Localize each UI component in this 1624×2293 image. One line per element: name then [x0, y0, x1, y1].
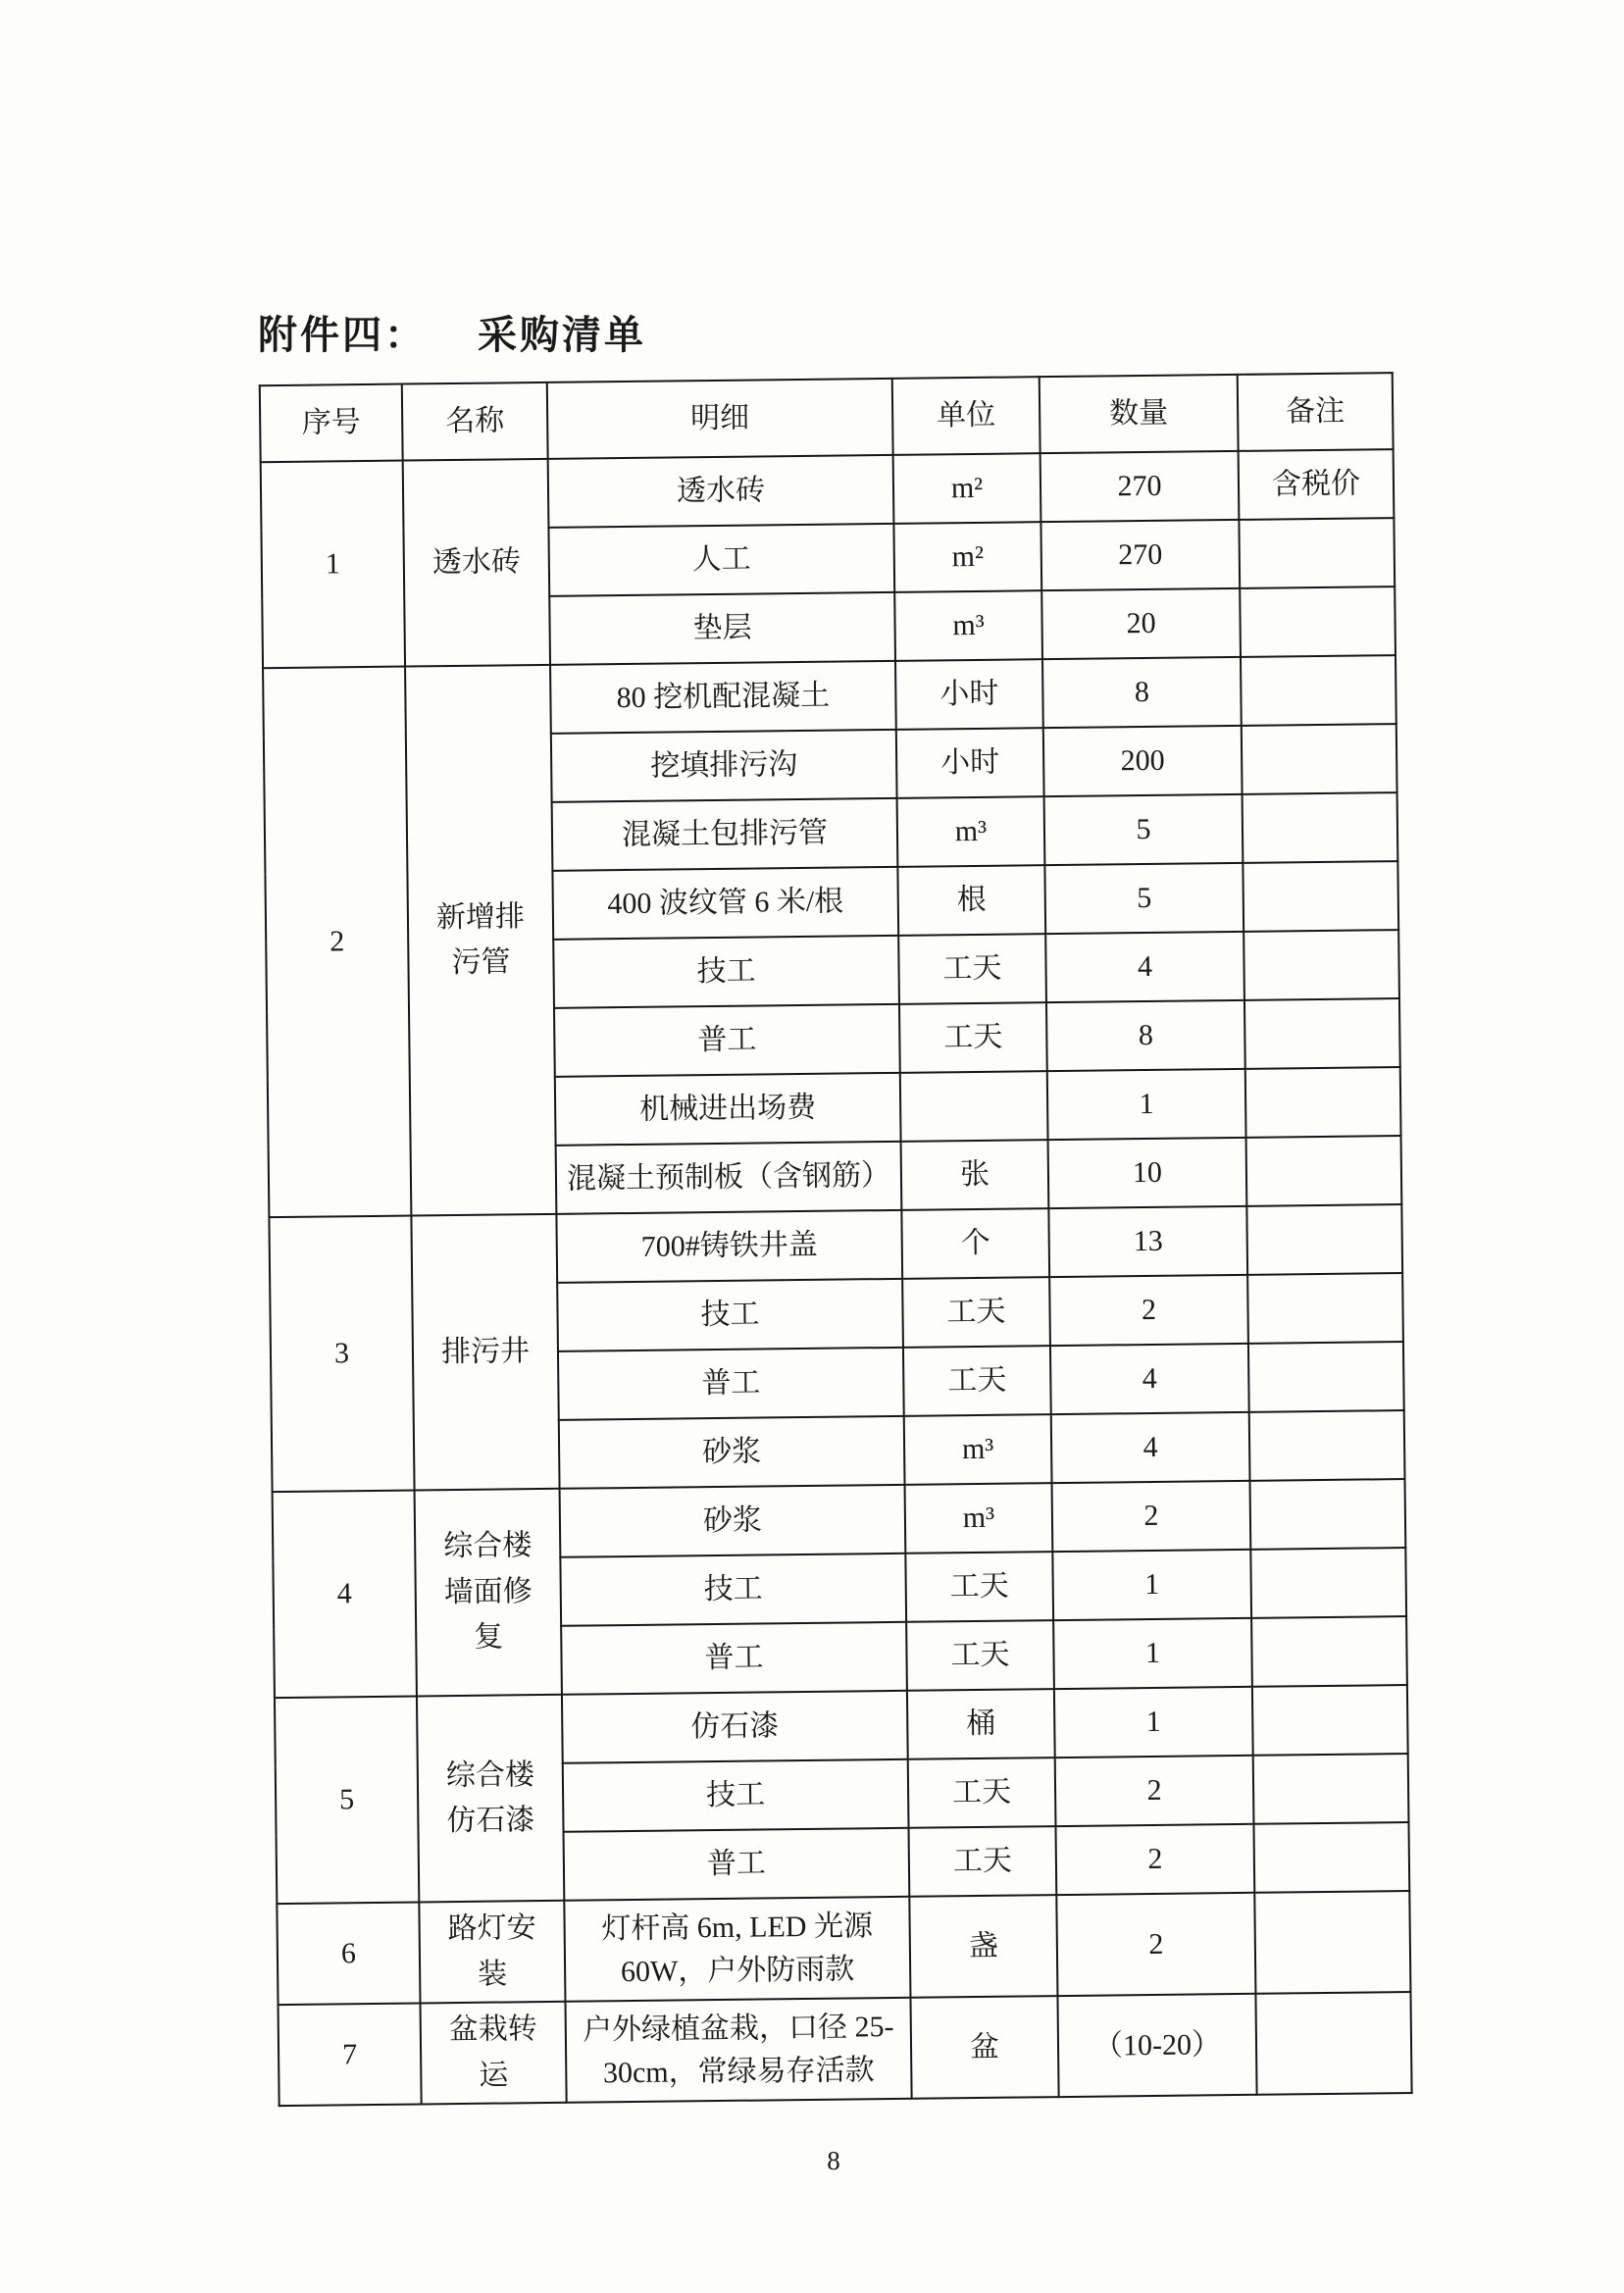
cell-quantity: 270 — [1040, 451, 1240, 522]
cell-serial-number: 3 — [269, 1216, 414, 1493]
cell-unit: 工天 — [903, 1346, 1051, 1416]
cell-note — [1243, 861, 1398, 932]
cell-serial-number: 1 — [261, 461, 405, 669]
cell-quantity: 2 — [1055, 1756, 1254, 1826]
cell-unit: m² — [893, 453, 1041, 524]
cell-note — [1245, 1067, 1401, 1138]
cell-quantity: 4 — [1050, 1344, 1249, 1414]
table-header-row — [260, 373, 1394, 462]
cell-detail: 普工 — [564, 1828, 910, 1901]
cell-unit: 桶 — [907, 1689, 1055, 1759]
cell-quantity: 4 — [1045, 932, 1244, 1002]
cell-quantity: 8 — [1046, 1000, 1245, 1071]
cell-quantity: 5 — [1044, 794, 1243, 865]
cell-quantity: 1 — [1052, 1550, 1251, 1620]
column-header: 单位 — [892, 377, 1040, 455]
column-header: 数量 — [1040, 375, 1239, 453]
cell-item-name: 综合楼墙面修复 — [415, 1489, 562, 1697]
cell-unit: m³ — [905, 1483, 1053, 1554]
cell-detail: 混凝土预制板（含钢筋） — [556, 1142, 902, 1214]
cell-unit: 小时 — [895, 659, 1043, 730]
cell-detail: 80 挖机配混凝土 — [550, 661, 896, 734]
cell-item-name: 路灯安装 — [419, 1901, 565, 2004]
cell-detail: 技工 — [563, 1759, 909, 1832]
column-header: 名称 — [402, 382, 548, 461]
cell-quantity: 2 — [1052, 1481, 1251, 1552]
cell-detail: 灯杆高 6m, LED 光源 60W，户外防雨款 — [564, 1897, 910, 2002]
cell-serial-number: 2 — [263, 667, 411, 1218]
cell-unit: 小时 — [896, 728, 1044, 798]
table-row — [263, 655, 1396, 737]
cell-note — [1250, 1548, 1406, 1618]
table-row — [269, 1204, 1402, 1286]
cell-detail: 普工 — [558, 1348, 904, 1420]
cell-unit: m² — [893, 522, 1041, 592]
cell-unit: m³ — [897, 796, 1045, 867]
cell-unit: 盏 — [909, 1895, 1057, 1998]
table-row — [275, 1685, 1408, 1766]
cell-note — [1253, 1822, 1409, 1893]
cell-detail: 透水砖 — [548, 455, 894, 528]
cell-quantity: 1 — [1047, 1069, 1246, 1140]
cell-quantity: 2 — [1056, 1893, 1255, 1996]
cell-detail: 普工 — [554, 1004, 900, 1077]
cell-quantity: 13 — [1048, 1206, 1247, 1277]
cell-detail: 仿石漆 — [562, 1691, 908, 1763]
cell-unit: 工天 — [906, 1620, 1054, 1691]
attachment-label: 附件四： — [258, 313, 427, 357]
cell-quantity: 270 — [1040, 520, 1240, 590]
table-row — [277, 1891, 1410, 2005]
cell-note — [1251, 1616, 1407, 1687]
cell-note — [1242, 724, 1397, 794]
cell-detail: 挖填排污沟 — [551, 730, 897, 802]
column-header: 明细 — [547, 379, 893, 459]
table-row — [261, 449, 1395, 531]
cell-note — [1244, 998, 1400, 1069]
document-title — [258, 304, 646, 360]
cell-quantity: 200 — [1043, 726, 1243, 796]
cell-note — [1246, 1136, 1402, 1206]
cell-note — [1247, 1273, 1403, 1344]
cell-quantity: 1 — [1053, 1618, 1252, 1689]
cell-item-name: 透水砖 — [403, 459, 550, 667]
cell-quantity: 20 — [1041, 588, 1241, 659]
cell-unit: 个 — [901, 1208, 1049, 1279]
cell-item-name: 综合楼仿石漆 — [417, 1695, 564, 1903]
cell-note — [1240, 586, 1396, 657]
cell-unit: m³ — [904, 1414, 1052, 1485]
cell-detail: 人工 — [548, 524, 894, 596]
cell-unit: 盆 — [910, 1996, 1058, 2099]
cell-detail: 砂浆 — [559, 1416, 905, 1489]
cell-note — [1252, 1685, 1408, 1756]
cell-detail: 技工 — [560, 1554, 906, 1626]
cell-quantity: 4 — [1051, 1412, 1250, 1483]
cell-unit: 根 — [897, 865, 1045, 936]
cell-unit: 工天 — [902, 1277, 1050, 1348]
cell-quantity: 2 — [1049, 1275, 1248, 1346]
cell-item-name: 新增排污管 — [405, 665, 556, 1216]
cell-unit: 张 — [901, 1140, 1049, 1210]
cell-detail: 户外绿植盆栽，口径 25-30cm，常绿易存活款 — [565, 1998, 911, 2103]
page-title: 采购清单 — [478, 313, 646, 357]
cell-serial-number: 5 — [275, 1696, 419, 1904]
table-row — [279, 1992, 1412, 2106]
column-header: 备注 — [1238, 373, 1394, 451]
cell-unit: 工天 — [898, 934, 1046, 1004]
cell-note — [1241, 655, 1396, 726]
cell-unit: 工天 — [899, 1002, 1047, 1073]
cell-quantity: 1 — [1054, 1687, 1253, 1758]
cell-serial-number: 4 — [273, 1490, 417, 1698]
page-number: 8 — [827, 2146, 840, 2175]
cell-unit — [900, 1071, 1048, 1142]
cell-detail: 机械进出场费 — [555, 1073, 901, 1146]
cell-note — [1243, 792, 1398, 863]
cell-detail: 400 波纹管 6 米/根 — [552, 867, 898, 940]
cell-quantity: 2 — [1056, 1824, 1255, 1895]
cell-unit: 工天 — [909, 1826, 1057, 1897]
cell-quantity: 5 — [1044, 863, 1243, 934]
cell-detail: 700#铸铁井盖 — [556, 1210, 902, 1283]
cell-note — [1253, 1754, 1409, 1824]
purchase-table — [259, 372, 1413, 2107]
cell-note — [1250, 1479, 1406, 1550]
cell-note — [1246, 1204, 1402, 1275]
cell-detail: 技工 — [557, 1279, 903, 1351]
cell-note — [1239, 518, 1395, 588]
cell-note — [1254, 1891, 1410, 1994]
cell-quantity: 10 — [1048, 1138, 1247, 1208]
cell-unit: 工天 — [908, 1758, 1056, 1828]
cell-item-name: 排污井 — [411, 1214, 559, 1491]
cell-unit: m³ — [894, 590, 1042, 661]
cell-detail: 混凝土包排污管 — [552, 798, 898, 871]
cell-note — [1255, 1992, 1411, 2095]
cell-quantity: 8 — [1042, 657, 1242, 728]
cell-detail: 技工 — [553, 936, 899, 1008]
cell-detail: 普工 — [561, 1622, 907, 1695]
cell-item-name: 盆栽转运 — [421, 2002, 567, 2105]
cell-note — [1249, 1410, 1405, 1481]
cell-detail: 垫层 — [549, 592, 895, 665]
cell-serial-number: 6 — [277, 1902, 420, 2005]
cell-serial-number: 7 — [279, 2003, 422, 2106]
cell-quantity: （10-20） — [1057, 1994, 1256, 2097]
cell-note — [1248, 1342, 1404, 1412]
column-header: 序号 — [260, 384, 403, 463]
table-row — [273, 1479, 1406, 1560]
cell-detail: 砂浆 — [560, 1485, 906, 1557]
cell-unit: 工天 — [905, 1552, 1053, 1622]
cell-note — [1243, 930, 1399, 1000]
cell-note: 含税价 — [1239, 449, 1395, 520]
